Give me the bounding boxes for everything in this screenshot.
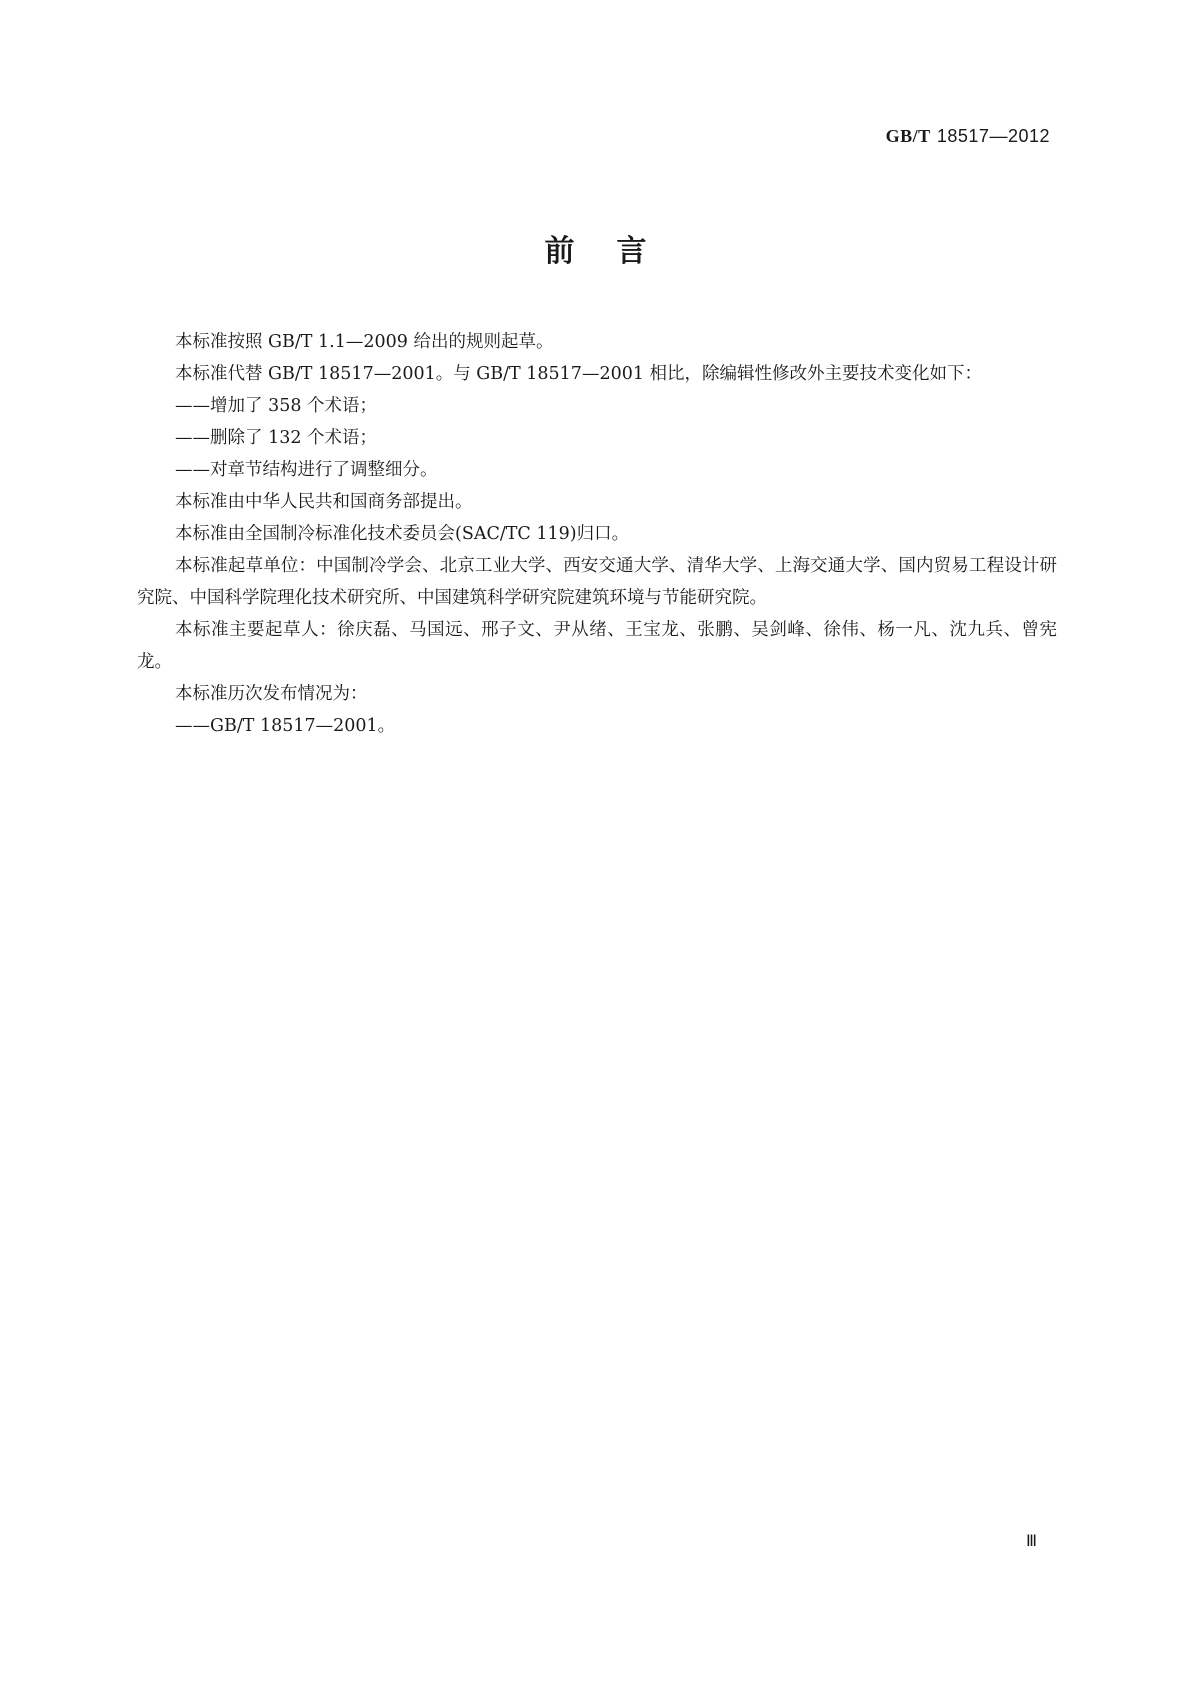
standard-number: 18517—2012 xyxy=(936,126,1050,146)
paragraph-release-history: 本标准历次发布情况为： xyxy=(175,684,368,704)
preface-body xyxy=(137,326,1057,742)
paragraph-replacement: 本标准代替 GB/T 18517—2001。与 GB/T 18517—2001 相比，除编辑性修改外主要技术变化如下： xyxy=(175,364,983,384)
list-item-added-terms: ——增加了 358 个术语； xyxy=(175,396,378,416)
paragraph-administered-by: 本标准由全国制冷标准化技术委员会(SAC/TC 119)归口。 xyxy=(175,524,630,544)
paragraph-proposed-by: 本标准由中华人民共和国商务部提出。 xyxy=(175,492,473,512)
list-item-structure-changes: ——对章节结构进行了调整细分。 xyxy=(175,460,438,480)
page-title: 前言 xyxy=(544,234,689,269)
paragraph-drafting-rules: 本标准按照 GB/T 1.1—2009 给出的规则起草。 xyxy=(175,332,554,352)
standard-prefix: GB/T xyxy=(885,126,931,146)
paragraph-drafters: 本标准主要起草人：徐庆磊、马国远、邢子文、尹从绪、王宝龙、张鹏、吴剑峰、徐伟、杨一凡、沈九兵、曾宪龙。 xyxy=(137,620,1057,672)
standard-code xyxy=(886,126,1050,147)
paragraph-drafting-units: 本标准起草单位：中国制冷学会、北京工业大学、西安交通大学、清华大学、上海交通大学、国内贸易工程设计研究院、中国科学院理化技术研究所、中国建筑科学研究院建筑环境与节能研究院。 xyxy=(137,556,1057,608)
page-number: Ⅲ xyxy=(1025,1533,1037,1550)
list-item-previous-edition: ——GB/T 18517—2001。 xyxy=(175,716,396,736)
list-item-deleted-terms: ——删除了 132 个术语； xyxy=(175,428,378,448)
